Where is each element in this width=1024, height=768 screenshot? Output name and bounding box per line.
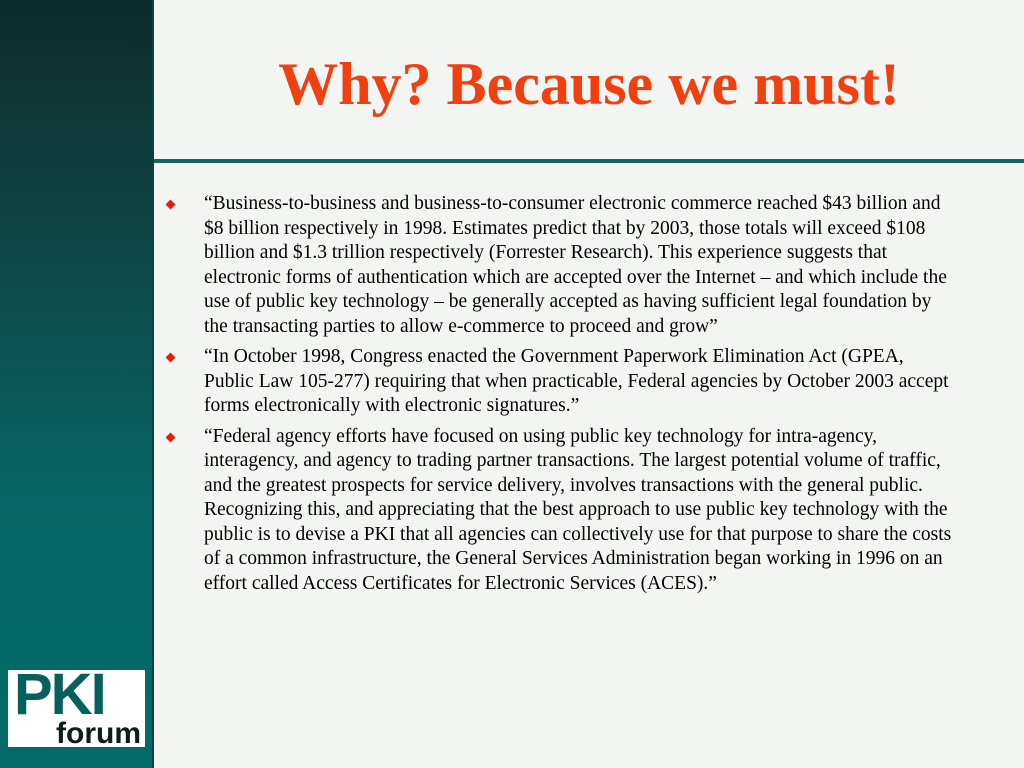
list-item [166,345,956,419]
diamond-bullet-icon [166,353,176,363]
sidebar-band [0,0,152,768]
bullet-list [166,192,956,602]
bullet-text: “Federal agency efforts have focused on using public key technology for intra-agency, interagency, and agency to trading partner transactions. The largest potential volume of traffic, and the greatest prospects for service delivery, involves transactions with the general public. Recognizing this, and appreciating that the best approach to use public key technology with the public is to devise a PKI that all agencies can collectively use for that purpose to share the costs of a common infrastructure, the General Services Administration began working in 1996 on an effort called Access Certificates for Electronic Services (ACES).” [204,425,952,594]
bullet-text: “Business-to-business and business-to-consumer electronic commerce reached $43 billion and $8 billion respectively in 1998. Estimates predict that by 2003, those totals will exceed $108 billion and $1.3 trillion respectively (Forrester Research). This experience suggests that electronic forms of authentication which are accepted over the Internet – and which include the use of public key technology – be generally accepted as having sufficient legal foundation by the transacting parties to allow e-commerce to proceed and grow” [204,193,947,337]
title-divider [154,159,1024,163]
logo-forum-text: forum [56,717,141,750]
diamond-bullet-icon [166,432,176,442]
slide-title: Why? Because we must! [278,51,900,117]
logo-pki-text: PKI [14,662,105,727]
bullet-text: “In October 1998, Congress enacted the Government Paperwork Elimination Act (GPEA, Public Law 105-277) requiring that when practicable, Federal agencies by October 2003 accept forms electronically with electronic signatures.” [204,346,949,416]
list-item [166,425,956,597]
diamond-bullet-icon [166,200,176,210]
pki-forum-logo [8,662,145,750]
list-item [166,192,956,339]
